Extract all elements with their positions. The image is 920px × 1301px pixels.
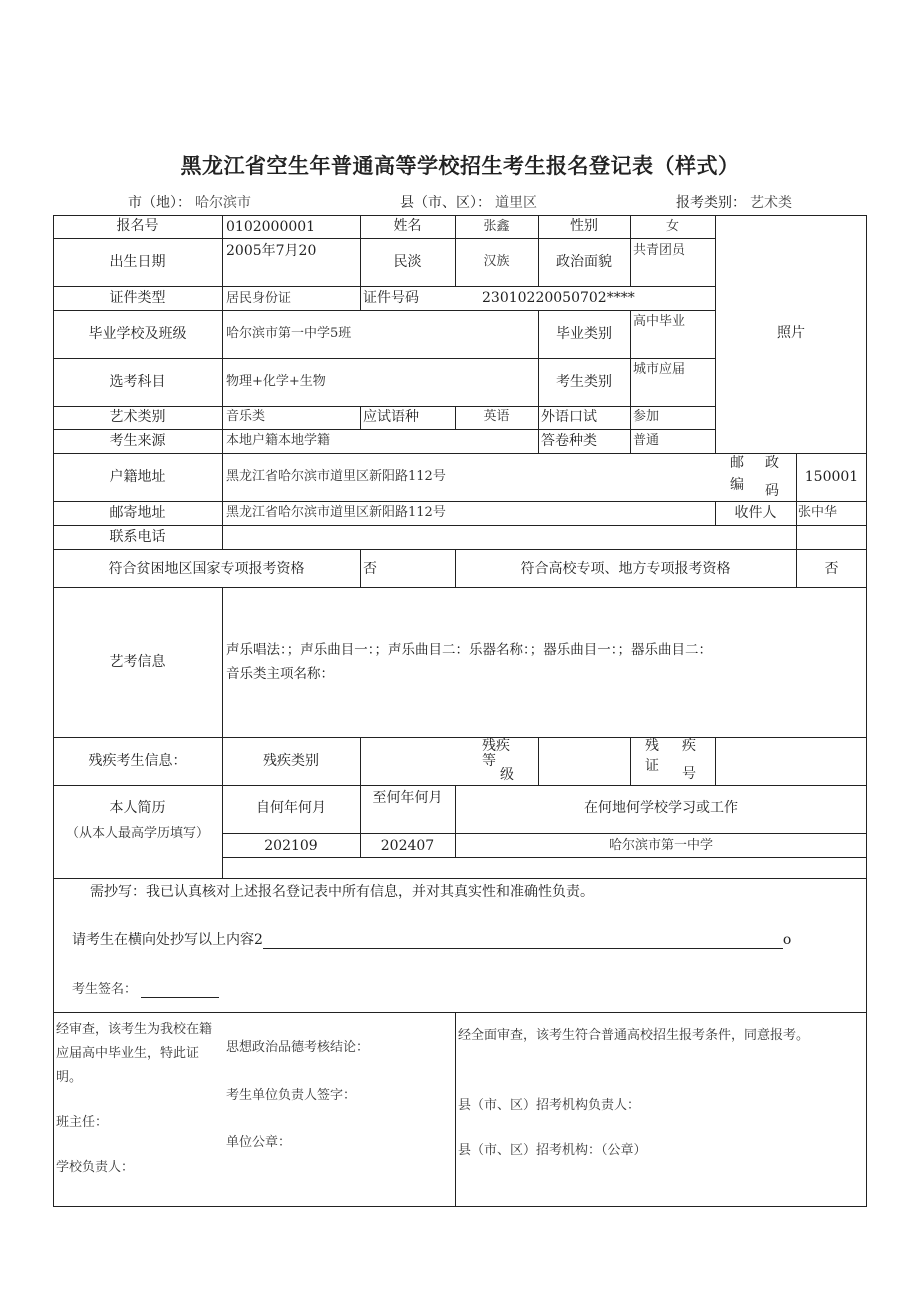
birth-label: 出生日期: [109, 254, 166, 270]
ethnic-value: 汉族: [483, 254, 510, 269]
unit-seal-label: 单位公章：: [226, 1135, 292, 1150]
resume-to: 202407: [380, 838, 435, 854]
resume-place-header: 在何地何学校学习或工作: [584, 800, 738, 816]
county-field: [400, 192, 537, 212]
id-no-value: 23010220050702****: [482, 290, 635, 306]
category-field: [676, 192, 792, 212]
disability-type-label: 残疾类别: [263, 753, 319, 769]
poverty-value: 否: [363, 561, 377, 577]
school-review-text: 经审查，该考生为我校在籍应届高中毕业生，特此证明。: [56, 1022, 213, 1085]
moral-review-label: 思想政治品德考核结论：: [226, 1040, 370, 1055]
county-seal-label: 县（市、区）招考机构：（公章）: [458, 1143, 647, 1158]
id-type-value: 居民身份证: [226, 291, 292, 306]
name-value: 张鑫: [483, 219, 510, 234]
id-no-label: 证件号码: [363, 290, 419, 306]
copy-line[interactable]: [263, 932, 783, 949]
political-value: 共青团员: [633, 243, 686, 258]
teacher-label: 班主任：: [56, 1115, 109, 1130]
postcode-value: 150001: [804, 469, 859, 485]
art-info-label: 艺考信息: [109, 654, 166, 670]
political-label: 政治面貌: [556, 254, 612, 270]
paper-label: 答卷种类: [541, 433, 597, 449]
hukou-value: 黑龙江省哈尔滨市道里区新阳路112号: [226, 469, 446, 484]
postcode-label-3: 编: [730, 477, 744, 493]
category-label: 报考类别：: [676, 195, 746, 211]
hukou-label: 户籍地址: [109, 469, 166, 485]
copy-instruction: [72, 932, 791, 949]
photo-placeholder: 照片: [777, 325, 805, 341]
source-label: 考生来源: [109, 433, 166, 449]
art-info-line-2: 音乐类主项名称：: [226, 666, 334, 682]
disability-cert-label-4: 号: [682, 766, 696, 782]
principal-label: 学校负责人：: [56, 1160, 135, 1175]
resume-place: 哈尔滨市第一中学: [608, 838, 713, 853]
category-value: 艺术类: [750, 195, 792, 211]
sign-label: 考生签名：: [72, 982, 138, 997]
art-info-line-1: 声乐唱法：；声乐曲目一：；声乐曲目二：乐器名称：；器乐曲目一：；器乐曲目二：: [226, 642, 712, 658]
subjects-value: 物理+化学+生物: [226, 374, 326, 389]
city-value: 哈尔滨市: [195, 195, 251, 211]
school-value: 哈尔滨市第一中学5班: [226, 326, 352, 341]
birth-value: 2005年7月20: [226, 243, 317, 259]
local-value: 否: [824, 561, 839, 577]
local-label: 符合高校专项、地方专项报考资格: [520, 561, 731, 577]
disability-level-label-3: 级: [500, 767, 514, 783]
postcode-label-2: 政: [765, 455, 779, 471]
exam-type-value: 城市应届: [633, 362, 686, 377]
subjects-label: 选考科目: [109, 374, 166, 390]
disability-cert-label-2: 疾: [682, 738, 696, 754]
postcode-label-1: 邮: [730, 455, 744, 471]
disability-cert-label-3: 证: [645, 758, 659, 774]
school-label: 毕业学校及班级: [88, 326, 187, 342]
county-value: 道里区: [495, 195, 537, 211]
exam-type-label: 考生类别: [556, 374, 612, 390]
source-value: 本地户籍本地学籍: [226, 433, 331, 448]
paper-value: 普通: [633, 433, 660, 448]
reg-no-value: 0102000001: [226, 219, 316, 235]
receiver-value: 张中华: [798, 505, 838, 520]
copy-label: 请考生在横向处抄写以上内容2: [72, 932, 263, 949]
declaration-text: 需抄写：我已认真核对上述报名登记表中所有信息，并对其真实性和准确性负责。: [90, 884, 594, 900]
resume-note: （从本人最高学历填写）: [65, 826, 209, 841]
signature-field: [72, 982, 219, 998]
sign-line[interactable]: [141, 983, 219, 998]
id-type-label: 证件类型: [109, 290, 166, 306]
disability-cert-label-1: 残: [645, 738, 659, 754]
disability-label: 残疾考生信息：: [88, 753, 187, 769]
resume-from: 202109: [264, 838, 318, 854]
lang-label: 应试语种: [363, 409, 419, 425]
poverty-label: 符合贫困地区国家专项报考资格: [108, 561, 305, 577]
mail-label: 邮寄地址: [109, 505, 166, 521]
form-title: 黑龙江省空生年普通高等学校招生考生报名登记表（样式）: [180, 154, 740, 178]
copy-end: o: [782, 932, 792, 949]
oral-value: 参加: [633, 409, 660, 424]
gender-value: 女: [665, 219, 679, 234]
disability-level-label-2: 等: [482, 753, 496, 769]
name-label: 姓名: [393, 218, 422, 234]
postcode-label-4: 码: [765, 483, 779, 499]
grad-type-label: 毕业类别: [556, 326, 612, 342]
mail-value: 黑龙江省哈尔滨市道里区新阳路112号: [226, 505, 446, 520]
art-type-label: 艺术类别: [109, 409, 166, 425]
grad-type-value: 高中毕业: [633, 314, 686, 329]
county-label: 县（市、区）：: [400, 195, 491, 211]
city-label: 市（地）：: [128, 195, 191, 211]
art-type-value: 音乐类: [226, 409, 266, 424]
lang-value: 英语: [483, 409, 510, 424]
gender-label: 性别: [570, 218, 598, 234]
city-field: [128, 192, 251, 212]
receiver-label: 收件人: [734, 505, 777, 521]
unit-sign-label: 考生单位负责人签字：: [226, 1088, 357, 1103]
resume-to-header: 至何年何月: [372, 790, 443, 806]
phone-label: 联系电话: [109, 529, 166, 545]
county-review-text: 经全面审查，该考生符合普通高校招生报考条件，同意报考。: [458, 1028, 810, 1043]
resume-from-header: 自何年何月: [256, 800, 326, 816]
reg-no-label: 报名号: [116, 218, 159, 234]
county-head-label: 县（市、区）招考机构负责人：: [458, 1098, 641, 1113]
resume-label: 本人简历: [109, 800, 166, 816]
ethnic-label: 民淡: [393, 254, 422, 270]
oral-label: 外语口试: [541, 409, 597, 425]
disability-level-label-1: 残疾: [482, 738, 510, 754]
